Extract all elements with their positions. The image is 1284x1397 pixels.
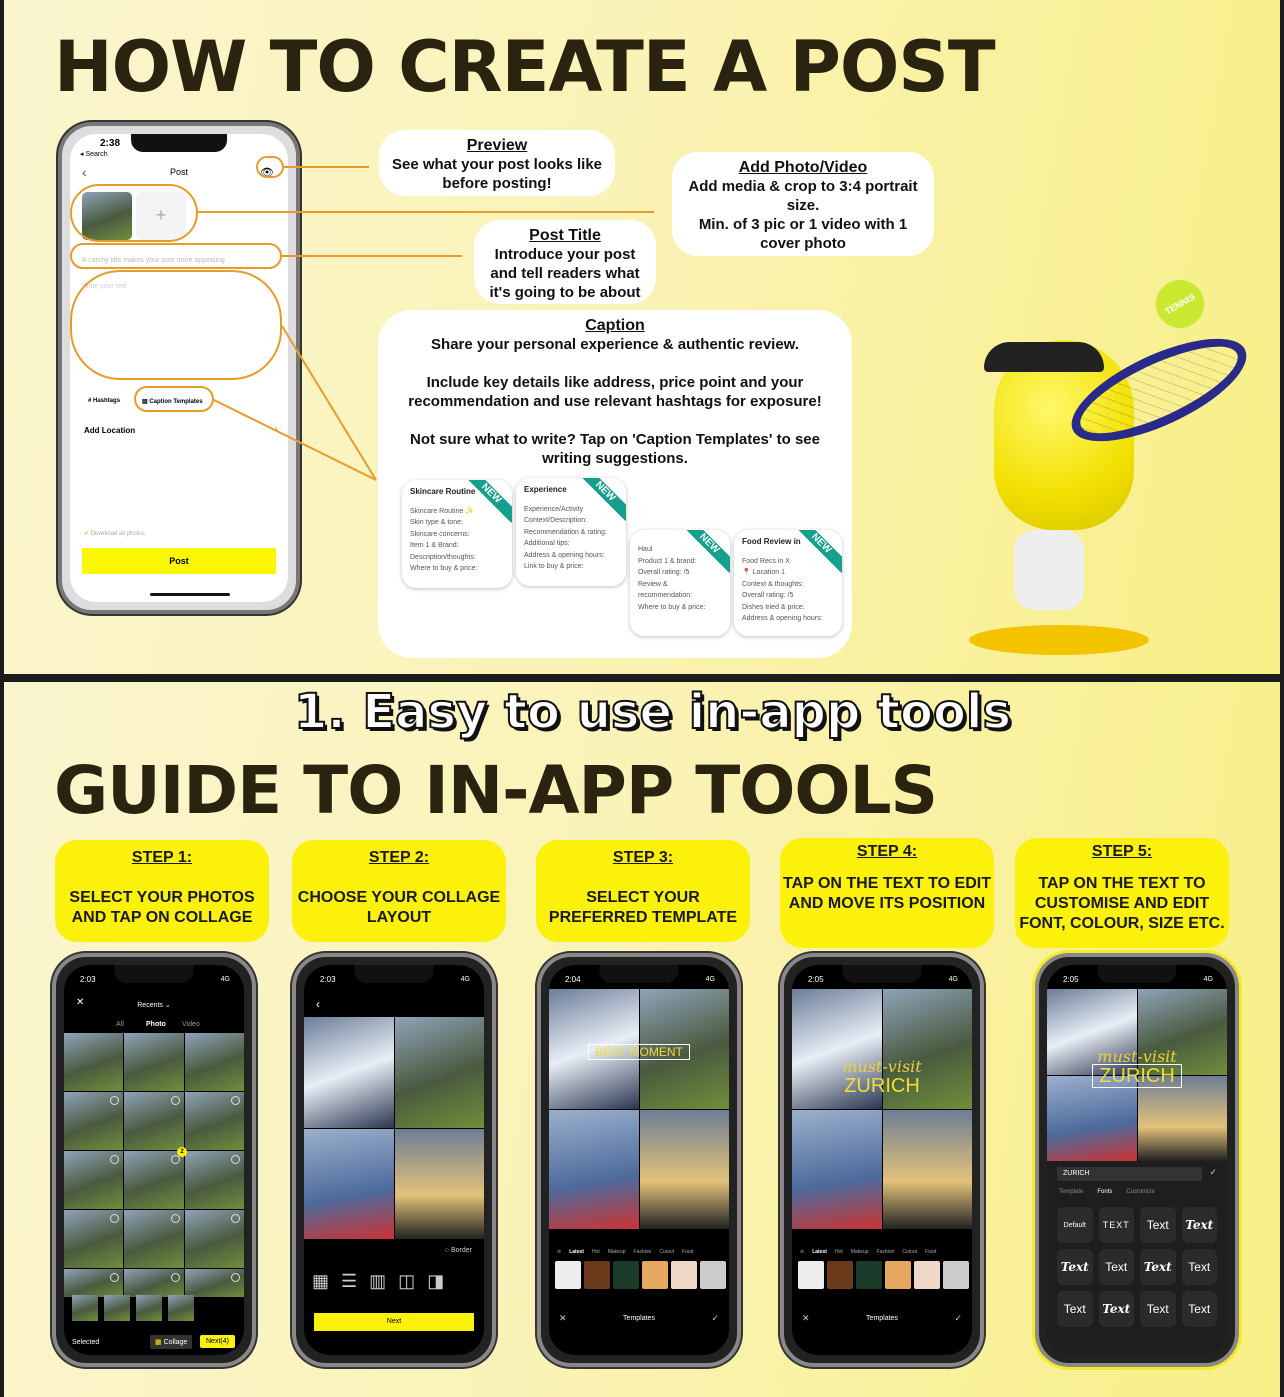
mascot-shoes bbox=[1014, 530, 1084, 610]
template-thumb[interactable] bbox=[555, 1261, 581, 1289]
category-tab[interactable]: Makeup bbox=[607, 1249, 626, 1255]
preview-callout-title: Preview bbox=[466, 137, 528, 154]
status-time: 2:04 bbox=[565, 975, 581, 984]
layout-split2-icon[interactable]: ◨ bbox=[427, 1271, 445, 1291]
photo-grid bbox=[64, 1033, 244, 1297]
no-template-icon[interactable]: ⊘ bbox=[800, 1249, 805, 1255]
gallery-photo[interactable] bbox=[124, 1151, 183, 1209]
tab-all[interactable]: All bbox=[116, 1021, 124, 1028]
status-signal: 4G bbox=[948, 976, 958, 983]
template-line: Skincare Routine ✨ bbox=[410, 507, 474, 515]
layout-columns-icon[interactable]: ▥ bbox=[369, 1271, 387, 1291]
template-thumb[interactable] bbox=[856, 1261, 882, 1289]
selected-thumb[interactable] bbox=[72, 1295, 98, 1321]
new-badge: NEW bbox=[576, 478, 626, 521]
next-button[interactable]: Next bbox=[314, 1313, 474, 1331]
template-title: Food Review in bbox=[742, 537, 801, 546]
caption-callout-p2: Include key details like address, price point and your recommendation and use relevant hashtags for exposure! bbox=[408, 374, 822, 410]
template-line: Skincare concerns: bbox=[410, 530, 470, 538]
preview-callout-body: See what your post looks like before posting! bbox=[391, 156, 603, 192]
status-time: 2:05 bbox=[1063, 975, 1079, 984]
text-input[interactable]: ZURICH bbox=[1057, 1167, 1202, 1181]
template-thumb[interactable] bbox=[798, 1261, 824, 1289]
confirm-check-icon[interactable]: ✓ bbox=[711, 1313, 719, 1323]
status-time: 2:03 bbox=[320, 975, 336, 984]
status-signal: 4G bbox=[705, 976, 715, 983]
post-title-callout-title: Post Title bbox=[529, 227, 601, 244]
step5-phone bbox=[1035, 953, 1239, 1367]
category-tab[interactable]: Food bbox=[682, 1249, 694, 1255]
font-option[interactable]: Text bbox=[1182, 1291, 1218, 1327]
add-media-plus-icon[interactable]: + bbox=[136, 192, 186, 240]
edit-tab[interactable]: Template bbox=[1059, 1189, 1084, 1195]
tennis-ball-text: TENNIS bbox=[1163, 291, 1197, 317]
template-line: Where to buy & price: bbox=[410, 565, 478, 572]
mascot-shadow bbox=[969, 625, 1149, 655]
gallery-photo[interactable] bbox=[64, 1269, 123, 1297]
template-thumb[interactable] bbox=[914, 1261, 940, 1289]
font-option[interactable]: Text bbox=[1140, 1291, 1176, 1327]
template-line: Dishes tried & price: bbox=[742, 603, 805, 611]
cancel-icon[interactable]: ✕ bbox=[802, 1313, 810, 1323]
page-title: HOW TO CREATE A POST bbox=[54, 26, 995, 108]
new-badge: NEW bbox=[680, 530, 730, 573]
template-line: Address & opening hours: bbox=[742, 615, 823, 622]
step-text: CHOOSE YOUR COLLAGE LAYOUT bbox=[297, 889, 501, 926]
template-line: Experience/Activity bbox=[524, 505, 584, 513]
new-badge: NEW bbox=[792, 530, 842, 573]
album-dropdown[interactable]: Recents ⌄ bbox=[137, 1002, 171, 1009]
hashtags-label: Hashtags bbox=[93, 398, 121, 404]
overlay-script-text[interactable]: must-visit bbox=[842, 1057, 922, 1076]
status-time: 2:38 bbox=[100, 138, 121, 149]
step-text: TAP ON THE TEXT TO EDIT AND MOVE ITS POSITION bbox=[782, 875, 991, 912]
selected-thumb[interactable] bbox=[136, 1295, 162, 1321]
gallery-photo[interactable] bbox=[185, 1033, 244, 1091]
step-label: STEP 4: bbox=[856, 843, 918, 860]
add-photo-callout-title: Add Photo/Video bbox=[738, 159, 868, 176]
step-label: STEP 2: bbox=[368, 849, 430, 866]
template-categories bbox=[549, 1249, 729, 1255]
template-line: Context/Description: bbox=[524, 517, 588, 524]
template-thumb[interactable] bbox=[943, 1261, 969, 1289]
no-template-icon[interactable]: ⊘ bbox=[557, 1249, 562, 1255]
selected-thumb[interactable] bbox=[104, 1295, 130, 1321]
template-line: Skin type & tone: bbox=[410, 519, 463, 526]
step-1-box bbox=[55, 840, 269, 942]
back-to-search[interactable]: ◂ Search bbox=[80, 151, 108, 158]
template-line: Item 1 & Brand: bbox=[410, 542, 459, 549]
collage-canvas bbox=[549, 989, 729, 1229]
template-line: Overall rating: /5 bbox=[742, 592, 794, 599]
add-photo-callout-body: Add media & crop to 3:4 portrait size. bbox=[688, 178, 918, 214]
template-thumb[interactable] bbox=[642, 1261, 668, 1289]
step-label: STEP 5: bbox=[1091, 843, 1153, 860]
font-option[interactable]: Text bbox=[1140, 1249, 1176, 1285]
preview-eye-icon[interactable]: 👁 bbox=[260, 167, 274, 179]
add-location-row[interactable]: Add Location bbox=[84, 426, 136, 435]
template-thumb[interactable] bbox=[671, 1261, 697, 1289]
step-label: STEP 3: bbox=[612, 849, 674, 866]
template-title: Experience bbox=[524, 485, 567, 494]
category-tab[interactable]: Food bbox=[925, 1249, 937, 1255]
border-toggle[interactable]: ○ Border bbox=[444, 1247, 472, 1254]
layout-split-icon[interactable]: ◫ bbox=[398, 1271, 416, 1291]
template-thumb[interactable] bbox=[827, 1261, 853, 1289]
font-option[interactable]: Text bbox=[1099, 1291, 1135, 1327]
template-line: Where to buy & price: bbox=[638, 603, 706, 611]
cancel-icon[interactable]: ✕ bbox=[559, 1313, 567, 1323]
caption-templates-button[interactable]: ▤ Caption Templates bbox=[142, 399, 203, 405]
add-photo-callout-body2: Min. of 3 pic or 1 video with 1 cover photo bbox=[698, 216, 908, 252]
caption-template-card[interactable] bbox=[630, 530, 730, 636]
caption-template-card[interactable] bbox=[516, 478, 626, 586]
template-thumb[interactable] bbox=[885, 1261, 911, 1289]
category-tab[interactable]: Cutout bbox=[659, 1249, 675, 1255]
category-tab[interactable]: Fashion bbox=[633, 1249, 652, 1255]
hashtags-button[interactable]: # Hashtags bbox=[88, 398, 121, 404]
text-edit-panel bbox=[1047, 1161, 1227, 1355]
layout-options bbox=[312, 1271, 444, 1292]
template-line: Recommendation & rating: bbox=[524, 528, 607, 536]
step2-phone bbox=[292, 953, 496, 1367]
step-text: SELECT YOUR PHOTOS AND TAP ON COLLAGE bbox=[69, 889, 255, 926]
gallery-photo[interactable] bbox=[64, 1033, 123, 1091]
category-tab[interactable]: Latest bbox=[569, 1249, 584, 1255]
chevron-right-icon: › bbox=[274, 424, 278, 435]
confirm-check-icon[interactable]: ✓ bbox=[954, 1313, 962, 1323]
gallery-photo[interactable] bbox=[185, 1210, 244, 1268]
template-line: Link to buy & price: bbox=[524, 563, 584, 570]
edit-tabs bbox=[1059, 1189, 1155, 1195]
status-signal: 4G bbox=[220, 976, 230, 983]
caption-template-card[interactable] bbox=[402, 480, 512, 588]
category-tab[interactable]: Latest bbox=[812, 1249, 827, 1255]
template-line: Product 1 & brand: bbox=[638, 557, 697, 565]
layout-rows-icon[interactable]: ☰ bbox=[341, 1271, 358, 1291]
tab-photo[interactable]: Photo bbox=[146, 1021, 166, 1028]
template-line: Haul bbox=[638, 546, 653, 553]
step-3-box bbox=[536, 840, 750, 942]
font-option[interactable]: Text bbox=[1057, 1249, 1093, 1285]
border-label: Border bbox=[450, 1247, 472, 1254]
templates-bar-title: Templates bbox=[866, 1315, 898, 1322]
step-text: SELECT YOUR PREFERRED TEMPLATE bbox=[548, 889, 738, 926]
template-categories bbox=[792, 1249, 972, 1255]
confirm-check-icon[interactable]: ✓ bbox=[1209, 1167, 1217, 1177]
new-badge: NEW bbox=[462, 480, 512, 523]
step-2-box bbox=[292, 840, 506, 942]
gallery-photo[interactable] bbox=[124, 1269, 183, 1297]
selected-thumbs bbox=[72, 1295, 194, 1321]
overlay-caption: 1. Easy to use in-app tools bbox=[294, 684, 1012, 740]
edit-tab[interactable]: Customize bbox=[1126, 1189, 1155, 1195]
overlay-text-label: BEST MOMENT bbox=[588, 1044, 690, 1060]
collage-label: Collage bbox=[163, 1339, 188, 1346]
font-option[interactable]: Text bbox=[1182, 1207, 1218, 1243]
overlay-text[interactable] bbox=[549, 1045, 729, 1059]
overlay-text[interactable] bbox=[1047, 1065, 1227, 1088]
template-line: Overall rating: /5 bbox=[638, 569, 690, 576]
status-signal: 4G bbox=[1203, 976, 1213, 983]
template-line: Food Recs in X bbox=[742, 557, 790, 565]
step-text: TAP ON THE TEXT TO CUSTOMISE AND EDIT FONT, COLOUR, SIZE ETC. bbox=[1019, 875, 1225, 932]
template-line: Additional tips: bbox=[524, 540, 570, 547]
category-tab[interactable]: Hot bbox=[591, 1249, 600, 1255]
gallery-photo[interactable] bbox=[124, 1210, 183, 1268]
post-title-callout bbox=[474, 220, 656, 304]
post-button[interactable]: Post bbox=[82, 548, 276, 574]
selection-badge: 2 bbox=[177, 1147, 187, 1157]
gallery-photo[interactable] bbox=[64, 1092, 123, 1150]
overlay-text-label: ZURICH bbox=[1092, 1064, 1182, 1088]
tab-video[interactable]: Video bbox=[182, 1021, 200, 1028]
gallery-photo[interactable] bbox=[124, 1033, 183, 1091]
template-thumb[interactable] bbox=[613, 1261, 639, 1289]
caption-callout-title: Caption bbox=[585, 317, 645, 334]
font-option[interactable]: Default bbox=[1057, 1207, 1093, 1243]
add-photo-callout bbox=[672, 152, 934, 256]
status-signal: 4G bbox=[460, 976, 470, 983]
how-to-create-post-panel bbox=[4, 0, 1280, 674]
next-button[interactable]: Next(4) bbox=[200, 1335, 235, 1348]
step4-phone bbox=[780, 953, 984, 1367]
status-time: 2:03 bbox=[80, 975, 96, 984]
step3-phone bbox=[537, 953, 741, 1367]
category-tab[interactable]: Makeup bbox=[850, 1249, 869, 1255]
post-header: Post bbox=[169, 167, 188, 177]
mascot-headband bbox=[984, 342, 1104, 372]
overlay-text-label: ZURICH bbox=[844, 1075, 920, 1097]
gallery-photo[interactable] bbox=[185, 1151, 244, 1209]
category-tab[interactable]: Cutout bbox=[902, 1249, 918, 1255]
title-input[interactable]: A catchy title makes your post more appealing bbox=[82, 257, 225, 264]
overlay-script-text[interactable]: must-visit bbox=[1097, 1047, 1177, 1066]
caption-template-card[interactable] bbox=[734, 530, 842, 636]
template-title: Skincare Routine bbox=[410, 487, 476, 496]
template-line: 📍 Location 1 bbox=[742, 569, 785, 576]
font-option[interactable]: Text bbox=[1182, 1249, 1218, 1285]
font-option[interactable]: TEXT bbox=[1099, 1207, 1135, 1243]
category-tab[interactable]: Fashion bbox=[876, 1249, 895, 1255]
template-thumb[interactable] bbox=[584, 1261, 610, 1289]
gallery-photo[interactable] bbox=[185, 1092, 244, 1150]
gallery-photo[interactable] bbox=[64, 1210, 123, 1268]
preview-callout bbox=[379, 130, 615, 196]
step1-phone bbox=[52, 953, 256, 1367]
collage-icon: ▦ bbox=[155, 1339, 162, 1346]
template-thumbs bbox=[798, 1261, 969, 1289]
edit-tab[interactable]: Fonts bbox=[1097, 1189, 1113, 1195]
font-option[interactable]: Text bbox=[1140, 1207, 1176, 1243]
template-line: Review & recommendation: bbox=[638, 580, 693, 599]
collage-canvas bbox=[792, 989, 972, 1229]
overlay-text[interactable] bbox=[792, 1075, 972, 1098]
step-5-box bbox=[1015, 838, 1229, 948]
font-option[interactable]: Text bbox=[1099, 1249, 1135, 1285]
caption-templates-label: Caption Templates bbox=[149, 399, 203, 405]
back-icon[interactable]: ‹ bbox=[82, 164, 87, 180]
check-icon: ✔ bbox=[84, 531, 90, 537]
caption-callout-p1: Share your personal experience & authentic review. bbox=[431, 336, 799, 353]
template-thumb[interactable] bbox=[700, 1261, 726, 1289]
post-title-callout-body: Introduce your post and tell readers what it's going to be about bbox=[489, 246, 641, 301]
font-grid bbox=[1057, 1207, 1217, 1327]
template-line: Address & opening hours: bbox=[524, 551, 605, 559]
gallery-photo[interactable] bbox=[185, 1269, 244, 1297]
selected-label: Selected bbox=[72, 1339, 100, 1346]
collage-preview bbox=[304, 1017, 484, 1239]
selected-thumb[interactable] bbox=[168, 1295, 194, 1321]
gallery-photo[interactable] bbox=[124, 1092, 183, 1150]
guide-title: GUIDE TO IN-APP TOOLS bbox=[54, 752, 938, 829]
template-line: Context & thoughts: bbox=[742, 580, 804, 588]
gallery-photo[interactable] bbox=[64, 1151, 123, 1209]
collage-button[interactable] bbox=[150, 1335, 192, 1349]
download-label: Download all photos bbox=[90, 531, 145, 537]
close-icon[interactable]: ✕ bbox=[76, 997, 85, 1008]
status-time: 2:05 bbox=[808, 975, 824, 984]
step-label: STEP 1: bbox=[131, 849, 193, 866]
caption-callout-p3: Not sure what to write? Tap on 'Caption Templates' to see writing suggestions. bbox=[410, 431, 820, 467]
font-option[interactable]: Text bbox=[1057, 1291, 1093, 1327]
back-icon[interactable]: ‹ bbox=[316, 997, 320, 1011]
step-4-box bbox=[780, 838, 994, 948]
text-input[interactable]: Write your text bbox=[82, 283, 127, 290]
templates-bar-title: Templates bbox=[623, 1315, 655, 1322]
layout-grid-icon[interactable]: ▦ bbox=[312, 1271, 330, 1291]
category-tab[interactable]: Hot bbox=[834, 1249, 843, 1255]
template-line: Description/thoughts: bbox=[410, 553, 476, 561]
template-thumbs bbox=[555, 1261, 726, 1289]
